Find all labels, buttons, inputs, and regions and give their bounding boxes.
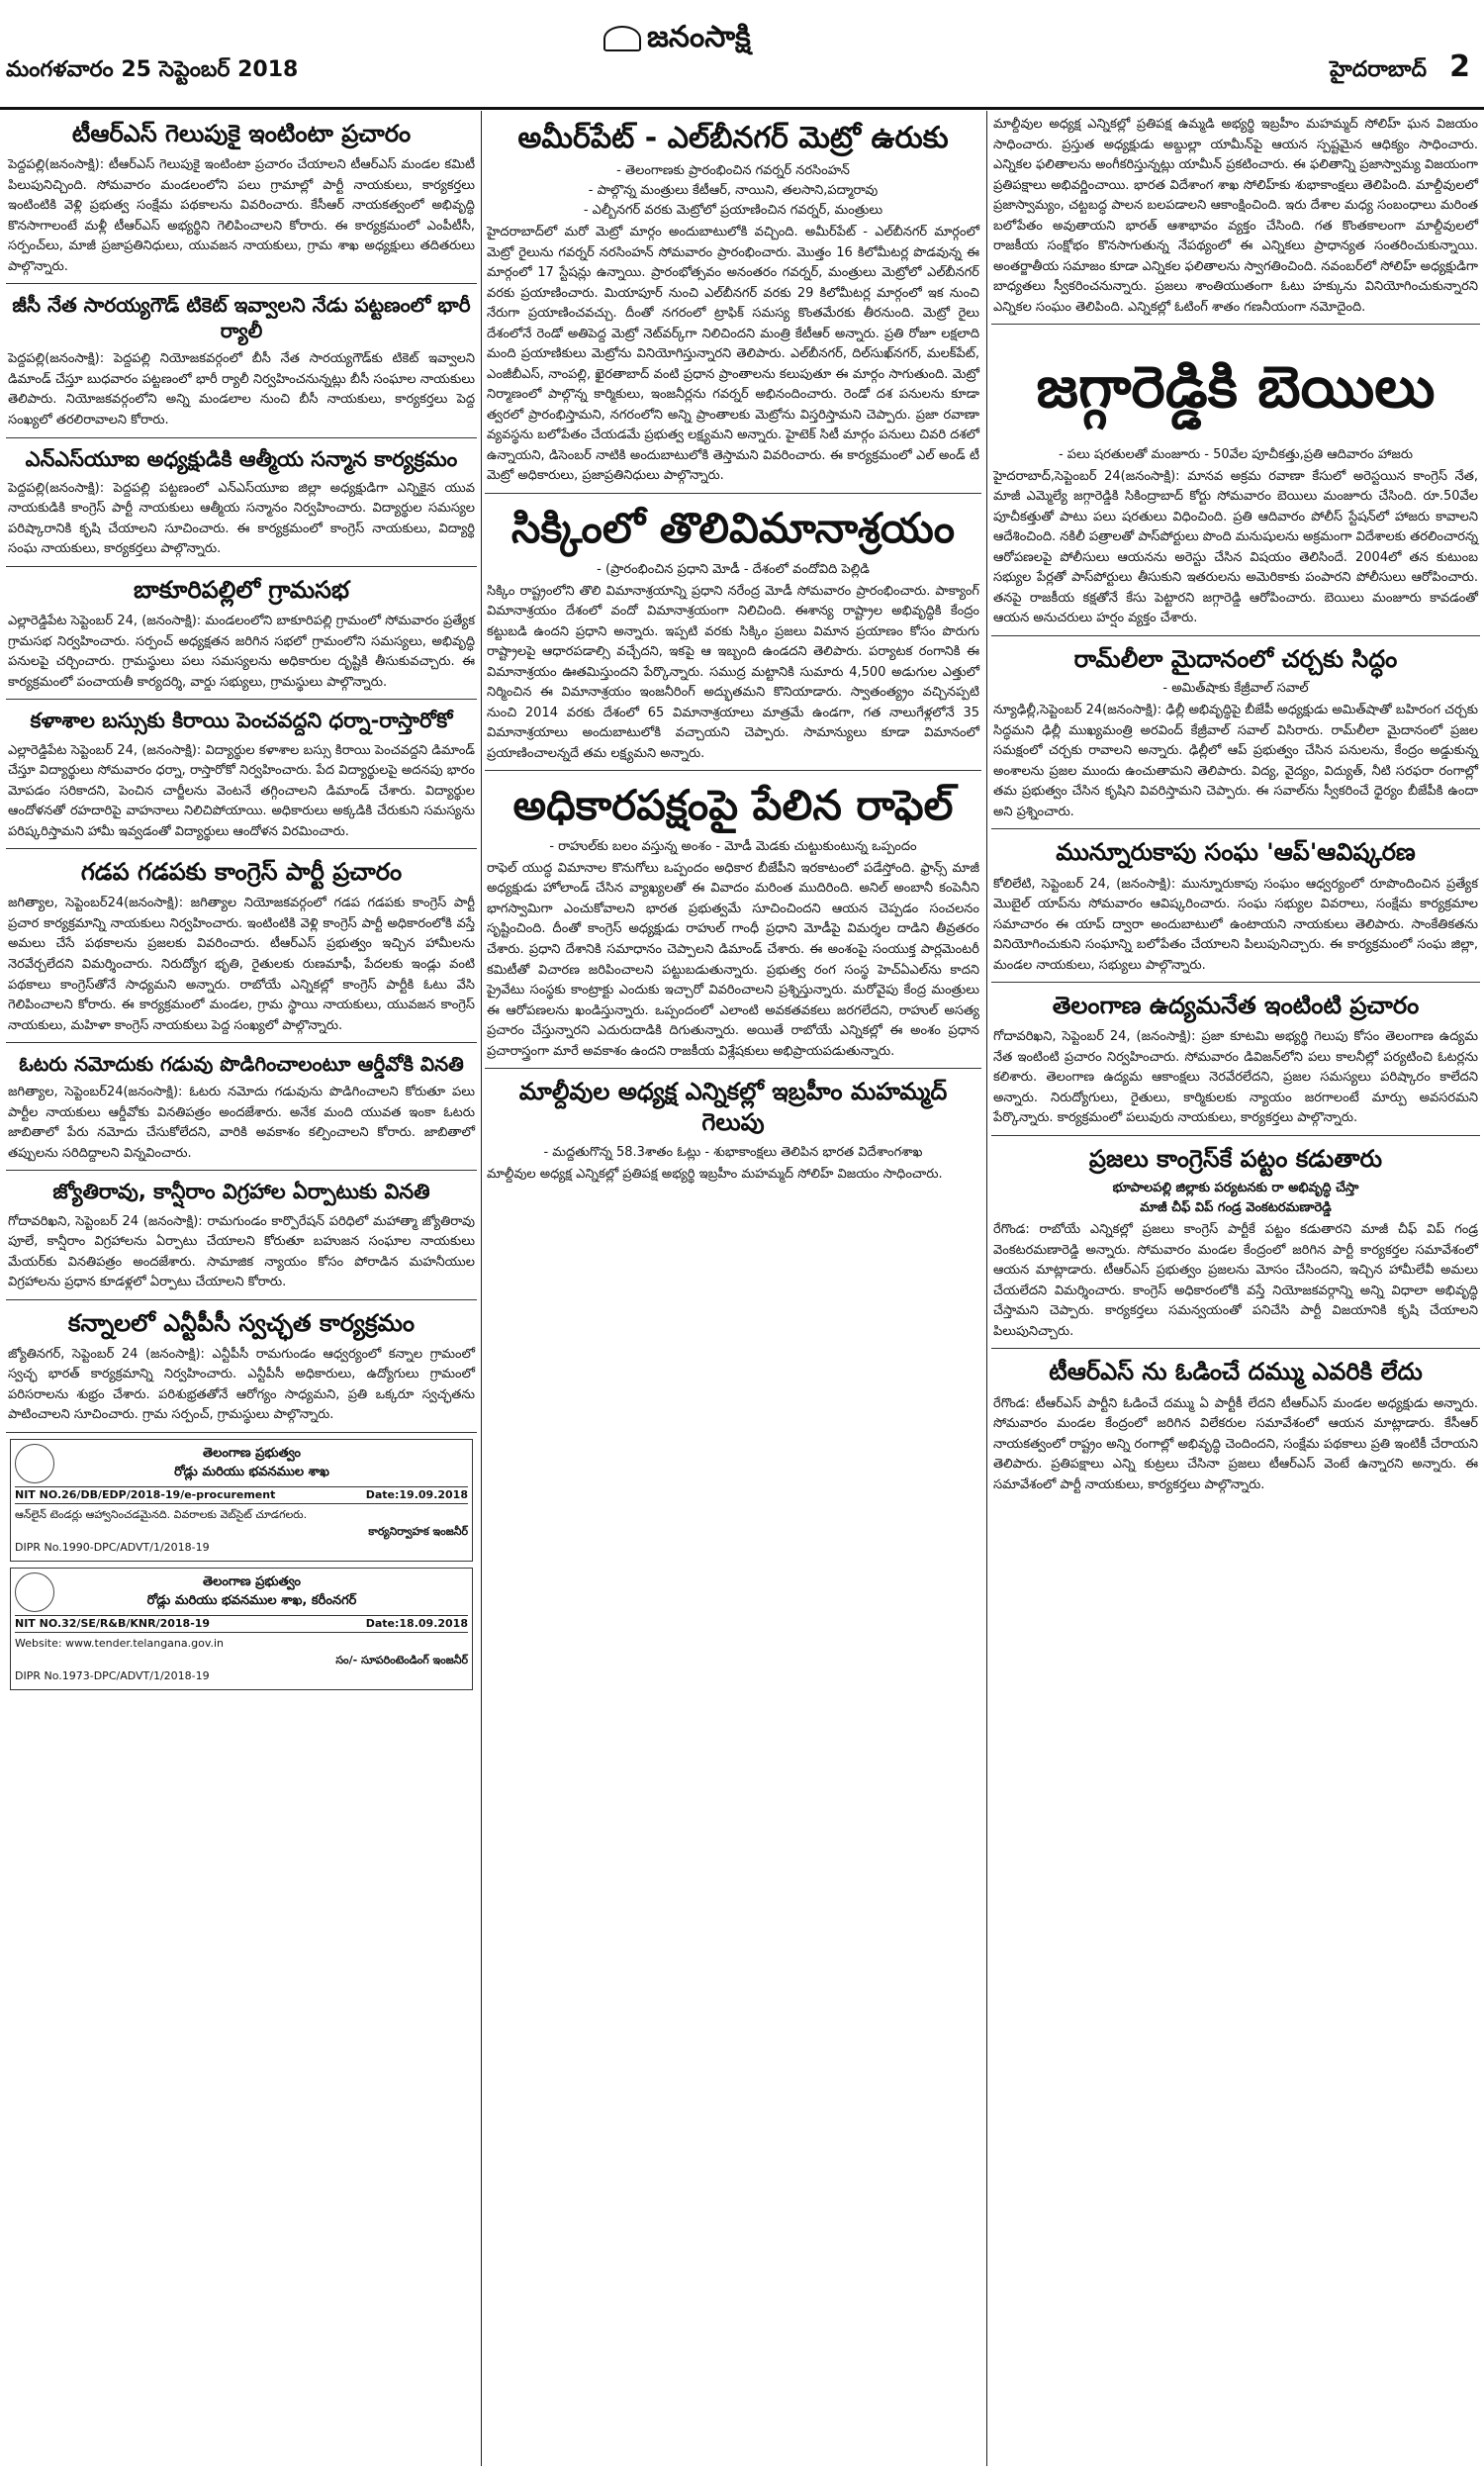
- page-number: 2: [1449, 49, 1470, 84]
- article-body: గోదావరిఖని, సెప్టెంబర్ 24 (జనంసాక్షి): రామగుండం కార్పొరేషన్ పరిధిలో మహాత్మా జ్యోతిరావు పూలే, కాన్షీరాం విగ్రహాలను ఏర్పాటు చేయాలని కోరుతూ బహుజన సంఘాల నాయకులు మేయర్‌కు వినతిపత్రం అందజేశారు. సామాజిక న్యాయం కోసం పోరాడిన మహనీయుల విగ్రహాలను ప్రధాన కూడళ్లలో ఏర్పాటు చేయాలని కోరారు.: [8, 1213, 475, 1290]
- headline: గడప గడపకు కాంగ్రెస్ పార్టీ ప్రచారం: [80, 858, 403, 887]
- notice-number: NIT NO.26/DB/EDP/2018-19/e-procurement: [15, 1487, 276, 1501]
- issue-date: మంగళవారం 25 సెప్టెంబర్ 2018: [6, 57, 299, 82]
- subheadline: - మద్దతుగొన్న 58.3శాతం ఓట్లు - శుభాకాంక్షలు తెలిపిన భారత విదేశాంగశాఖ: [543, 1144, 923, 1160]
- column-divider: [986, 111, 987, 2466]
- headline: కన్నాలలో ఎన్టీపీసీ స్వచ్ఛత కార్యక్రమం: [67, 1308, 416, 1337]
- subheadline: భూపాలపల్లి జిల్లాకు పర్యటనకు రా అభివృద్ధి చేస్తా: [1112, 1181, 1359, 1196]
- header-rule: [0, 107, 1484, 110]
- article: [6, 1300, 477, 1433]
- article: [6, 1043, 477, 1171]
- subheadline: - తెలంగాణకు ప్రారంభించిన గవర్నర్ నరసింహన్: [616, 163, 850, 178]
- subheadline: - (ప్రారంభించిన ప్రధాని మోడీ - దేశంలో వందోవిది పెల్లిడి: [597, 561, 870, 577]
- article-body: జగిత్యాల, సెప్టెంబర్24(జనంసాక్షి): ఓటరు నమోదు గడువును పొడిగించాలని కోరుతూ పలు పార్టీల నాయకులు ఆర్డీవోకు వినతిపత్రం అందజేశారు. అనేక మంది యువత ఇంకా ఓటరు జాబితాలో పేరు నమోదు చేసుకోలేదని, వారికి అవకాశం కల్పించాలని కోరారు. జాబితాలో తప్పులను సరిదిద్దాలని విన్నవించారు.: [8, 1085, 475, 1161]
- masthead: [603, 20, 751, 61]
- government-seal-icon: [15, 1444, 54, 1483]
- masthead-title: జనంసాక్షి: [647, 20, 751, 54]
- edition-city: హైదరాబాద్: [1330, 57, 1427, 82]
- article: [6, 284, 477, 437]
- article-continued: [991, 111, 1480, 325]
- headline: అమీర్‌పేట్ - ఎల్‌బీనగర్ మెట్రో ఉరుకు: [517, 121, 949, 155]
- article: [991, 636, 1480, 829]
- subheadline: - రాహుల్‌కు బలం వస్తున్న అంశం - మోడీ మెడకు చుట్టుకుంటున్న ఒప్పందం: [549, 838, 917, 854]
- lead-article: [485, 111, 981, 494]
- article: [6, 567, 477, 700]
- article: [991, 325, 1480, 636]
- masthead-logo-icon: [603, 26, 641, 51]
- government-seal-icon: [15, 1572, 54, 1612]
- subheadline: - అమిత్‌షాకు కేజ్రీవాల్ సవాల్: [1162, 681, 1309, 697]
- article-body: పెద్దపల్లి(జనంసాక్షి): టీఆర్‌ఎస్ గెలుపుకై ఇంటింటా ప్రచారం చేయాలని టీఆర్‌ఎస్ మండల కమిటీ పిలుపునిచ్చింది. సోమవారం మండలంలోని పలు గ్రామాల్లో పార్టీ నాయకులు, కార్యకర్తలు ఇంటింటికి వెళ్లి ప్రభుత్వ సంక్షేమ పథకాలను వివరించారు. కేసీఆర్ నాయకత్వంలో అభివృద్ధి కొనసాగాలంటే మళ్లీ టీఆర్‌ఎస్ అభ్యర్థిని గెలిపించాలని కోరారు. ఈ కార్యక్రమంలో ఎంపీటీసీ, సర్పంచ్‌లు, మాజీ ప్రజాప్రతినిధులు, యువజన నాయకులు, గ్రామ శాఖ అధ్యక్షులు తదితరులు పాల్గొన్నారు.: [8, 157, 475, 274]
- headline: ఎన్‌ఎస్‌యూఐ అధ్యక్షుడికి ఆత్మీయ సన్మాన కార్యక్రమం: [25, 446, 458, 471]
- notice-ref: DIPR No.1990-DPC/ADVT/1/2018-19: [15, 1541, 210, 1555]
- headline: ఓటరు నమోదుకు గడువు పొడిగించాలంటూ ఆర్డీవోకి వినతి: [19, 1052, 464, 1077]
- tender-notice: [10, 1439, 473, 1562]
- article-body: పెద్దపల్లి(జనంసాక్షి): పెద్దపల్లి నియోజకవర్గంలో బీసీ నేత సారయ్యగౌడ్‌కు టికెట్ ఇవ్వాలని డిమాండ్ చేస్తూ బుధవారం పట్టణంలో భారీ ర్యాలీ నిర్వహించనున్నట్లు బీసీ సంఘాల నాయకులు తెలిపారు. నియోజకవర్గంలోని అన్ని మండలాల నుంచి బీసీ నాయకులు, కార్యకర్తలు పెద్ద సంఖ్యలో తరలిరావాలని కోరారు.: [8, 351, 475, 428]
- notice-signature: కార్యనిర్వాహక ఇంజనీర్: [368, 1524, 468, 1538]
- column-right: [991, 111, 1480, 1501]
- page-header: [0, 0, 1484, 111]
- headline: జగ్గారెడ్డికి బెయిలు: [1036, 353, 1436, 422]
- article-body: మాల్దీవుల అధ్యక్ష ఎన్నికల్లో ప్రతిపక్ష అభ్యర్థి ఇబ్రహీం మహమ్మద్ సోలిహ్ విజయం సాధించారు.: [487, 1166, 943, 1182]
- headline: జ్యోతిరావు, కాన్షీరాం విగ్రహాల ఏర్పాటుకు వినతి: [52, 1180, 430, 1204]
- article-body: మాల్దీవుల అధ్యక్ష ఎన్నికల్లో ప్రతిపక్ష ఉమ్మడి అభ్యర్థి ఇబ్రహీం మహమ్మద్ సోలిహ్ ఘన విజయం సాధించారు. ప్రస్తుత అధ్యక్షుడు అబ్దుల్లా యామీన్‌పై ఆయన స్పష్టమైన ఆధిక్యం సాధించారు. ఎన్నికల ఫలితాలను అంగీకరిస్తున్నట్లు యామీన్ ప్రకటించారు. ఈ ఫలితాన్ని ప్రజాస్వామ్య విజయంగా ప్రతిపక్షాలు అభివర్ణించాయి. భారత విదేశాంగ శాఖ సోలిహ్‌కు శుభాకాంక్షలు తెలిపింది. మాల్దీవులలో ప్రజాస్వామ్యం, చట్టబద్ధ పాలన బలపడాలని ఆకాంక్షించింది. ఇరు దేశాల మధ్య సంబంధాలు మరింత బలోపేతం అవుతాయని భారత్ ఆశాభావం వ్యక్తం చేసింది. గత కొంతకాలంగా మాల్దీవులలో రాజకీయ సంక్షోభం కొనసాగుతున్న నేపథ్యంలో ఈ ఎన్నికలు ప్రాధాన్యత సంతరించుకున్నాయి. అంతర్జాతీయ సమాజం కూడా ఎన్నికల ఫలితాలను స్వాగతించింది. నవంబర్‌లో సోలిహ్ అధ్యక్షుడిగా బాధ్యతలు స్వీకరించనున్నారు. ప్రజలు శాంతియుతంగా ఓటు హక్కును వినియోగించుకున్నారని ఎన్నికల సంఘం తెలిపింది. ఎన్నికల్లో ఓటింగ్ శాతం గణనీయంగా నమోదైంది.: [993, 117, 1478, 315]
- article-body: న్యూఢిల్లీ,సెప్టెంబర్ 24(జనంసాక్షి): ఢిల్లీ అభివృద్ధిపై బీజేపీ అధ్యక్షుడు అమిత్‌షాతో బహిరంగ చర్చకు సిద్ధమని ఢిల్లీ ముఖ్యమంత్రి అరవింద్ కేజ్రీవాల్ సవాల్ విసిరారు. రామ్‌లీలా మైదానంలో ప్రజల సమక్షంలో చర్చకు రావాలని అన్నారు. ఢిల్లీలో ఆప్ ప్రభుత్వం చేసిన పనులను, కేంద్రం అడ్డుకున్న అంశాలను ప్రజల ముందు ఉంచుతామని తెలిపారు. విద్య, వైద్యం, విద్యుత్, నీటి సరఫరా రంగాల్లో తమ ప్రభుత్వం చేసిన కృషిని వివరిస్తామని చెప్పారు. ఈ సవాల్‌ను స్వీకరించే ధైర్యం బీజేపీకి ఉందా అని ప్రశ్నించారు.: [993, 703, 1478, 819]
- article: [485, 771, 981, 1069]
- headline: ప్రజలు కాంగ్రెస్‌కే పట్టం కడుతారు: [1088, 1145, 1383, 1174]
- headline: మాల్దీవుల అధ్యక్ష ఎన్నికల్లో ఇబ్రహీం మహమ్మద్ గెలుపు: [518, 1078, 948, 1137]
- subheadline: - ఎల్బీనగర్ వరకు మెట్రోలో ప్రయాణించిన గవర్నర్, మంత్రులు: [583, 203, 883, 218]
- column-divider: [481, 111, 482, 2466]
- article-body: సిక్కిం రాష్ట్రంలోని తొలి విమానాశ్రయాన్ని ప్రధాని నరేంద్ర మోడీ సోమవారం ప్రారంభించారు. పాక్యాంగ్ విమానాశ్రయం దేశంలో వందో విమానాశ్రయంగా నిలిచింది. ఈశాన్య రాష్ట్రాల అభివృద్ధికి కేంద్రం కట్టుబడి ఉందని ప్రధాని అన్నారు. ఇప్పటి వరకు సిక్కిం ప్రజలు విమాన ప్రయాణం కోసం పొరుగు రాష్ట్రాలపై ఆధారపడాల్సి వచ్చేదని, ఇకపై ఆ ఇబ్బంది ఉండదని తెలిపారు. పర్యాటక రంగానికి ఈ విమానాశ్రయం ఊతమిస్తుందని పేర్కొన్నారు. సముద్ర మట్టానికి సుమారు 4,500 అడుగుల ఎత్తులో నిర్మించిన ఈ విమానాశ్రయం ఇంజనీరింగ్ అద్భుతమని కొనియాడారు. స్వాతంత్య్రం వచ్చినప్పటి నుంచి 2014 వరకు దేశంలో 65 విమానాశ్రయాలు మాత్రమే ఉండగా, గత నాలుగేళ్లలోనే 35 విమానాశ్రయాలు అందుబాటులోకి వచ్చాయని చెప్పారు. సామాన్యులు కూడా విమానంలో ప్రయాణించాలన్నదే తమ లక్ష్యమని అన్నారు.: [487, 583, 979, 761]
- article-body: జగిత్యాల, సెప్టెంబర్24(జనంసాక్షి): జగిత్యాల నియోజకవర్గంలో గడప గడపకు కాంగ్రెస్ పార్టీ ప్రచార కార్యక్రమాన్ని నాయకులు నిర్వహించారు. ఇంటింటికి వెళ్లి కాంగ్రెస్ పార్టీ అధికారంలోకి వస్తే అమలు చేసే పథకాలను ప్రజలకు వివరించారు. టీఆర్‌ఎస్ ప్రభుత్వం ఇచ్చిన హామీలను నెరవేర్చలేదని విమర్శించారు. నిరుద్యోగ భృతి, రైతులకు రుణమాఫీ, పేదలకు ఇండ్లు వంటి పథకాలు కాంగ్రెస్‌తోనే సాధ్యమని అన్నారు. రాబోయే ఎన్నికల్లో కాంగ్రెస్ పార్టీకి ఓటు వేసి గెలిపించాలని కోరారు. ఈ కార్యక్రమంలో మండల, గ్రామ స్థాయి నాయకులు, యువజన కాంగ్రెస్ నాయకులు, మహిళా కాంగ్రెస్ నాయకులు పెద్ద సంఖ్యలో పాల్గొన్నారు.: [8, 896, 475, 1033]
- subheadline: మాజీ చీఫ్ విప్ గండ్ర వెంకటరమణారెడ్డి: [1140, 1200, 1332, 1216]
- article-body: రేగొండ: రాబోయే ఎన్నికల్లో ప్రజలు కాంగ్రెస్ పార్టీకే పట్టం కడుతారని మాజీ చీఫ్ విప్ గండ్ర వెంకటరమణారెడ్డి అన్నారు. సోమవారం మండల కేంద్రంలో జరిగిన పార్టీ కార్యకర్తల సమావేశంలో ఆయన మాట్లాడారు. టీఆర్‌ఎస్ ప్రభుత్వం ప్రజలను మోసం చేసిందని, ఇచ్చిన హామీలేవీ అమలు చేయలేదని విమర్శించారు. కాంగ్రెస్ అధికారంలోకి వస్తే నియోజకవర్గాన్ని అన్ని విధాలా అభివృద్ధి చేస్తామని చెప్పారు. కార్యకర్తలు సమన్వయంతో పనిచేసి పార్టీ విజయానికి కృషి చేయాలని పిలుపునిచ్చారు.: [993, 1222, 1478, 1339]
- article: [6, 111, 477, 284]
- article-body: హైదరాబాద్‌లో మరో మెట్రో మార్గం అందుబాటులోకి వచ్చింది. అమీర్‌పేట్ - ఎల్‌బీనగర్ మార్గంలో మెట్రో రైలును గవర్నర్ నరసింహన్ సోమవారం ప్రారంభించారు. మొత్తం 16 కిలోమీటర్ల పొడవున్న ఈ మార్గంలో 17 స్టేషన్లు ఉన్నాయి. ప్రారంభోత్సవం అనంతరం గవర్నర్, మంత్రులు మెట్రోలో ఎల్‌బీనగర్ వరకు ప్రయాణించారు. మియాపూర్ నుంచి ఎల్‌బీనగర్ వరకు 29 కిలోమీటర్ల మార్గంలో ఇక నుంచి నేరుగా ప్రయాణించవచ్చు. దీంతో నగరంలో ట్రాఫిక్ సమస్య కొంతమేరకు తీరనుంది. మెట్రో రైలు దేశంలోనే రెండో అతిపెద్ద మెట్రో నెట్‌వర్క్‌గా నిలిచిందని మంత్రి కేటీఆర్ అన్నారు. ప్రతి రోజూ లక్షలాది మంది ప్రయాణికులు మెట్రోను వినియోగిస్తున్నారని తెలిపారు. ఎల్‌బీనగర్, దిల్‌సుఖ్‌నగర్, మలక్‌పేట్, ఎంజీబీఎస్, నాంపల్లి, ఖైరతాబాద్ వంటి ప్రధాన ప్రాంతాలను కలుపుతూ ఈ మార్గం సాగుతుంది. మెట్రో నిర్మాణంలో పాల్గొన్న కార్మికులు, ఇంజనీర్లను గవర్నర్ అభినందించారు. రెండో దశ పనులను కూడా త్వరలో ప్రారంభిస్తామని, నగరంలోని అన్ని ప్రాంతాలకు మెట్రోను విస్తరిస్తామని చెప్పారు. ప్రజా రవాణా వ్యవస్థను బలోపేతం చేయడమే ప్రభుత్వ లక్ష్యమని అన్నారు. హైటెక్ సిటీ మార్గం పనులు చివరి దశలో ఉన్నాయని, డిసెంబర్ నాటికి అందుబాటులోకి తెస్తామని వివరించారు. ఈ కార్యక్రమంలో ఎల్ అండ్ టీ మెట్రో అధికారులు, ప్రజాప్రతినిధులు పాల్గొన్నారు.: [487, 225, 979, 484]
- headline: తెలంగాణ ఉద్యమనేత ఇంటింటి ప్రచారం: [1052, 992, 1420, 1020]
- article: [6, 438, 477, 567]
- article-body: కోలిలేటి, సెప్టెంబర్ 24, (జనంసాక్షి): మున్నూరుకాపు సంఘం ఆధ్వర్యంలో రూపొందించిన ప్రత్యేక మొబైల్ యాప్‌ను సోమవారం ఆవిష్కరించారు. సంఘ సభ్యుల వివరాలు, సంక్షేమ కార్యక్రమాల సమాచారం ఈ యాప్ ద్వారా అందుబాటులో ఉంటాయని నాయకులు తెలిపారు. సాంకేతికతను వినియోగించుకుని సంఘాన్ని బలోపేతం చేయాలని పిలుపునిచ్చారు. ఈ కార్యక్రమంలో సంఘ జిల్లా, మండల నాయకులు, సభ్యులు పాల్గొన్నారు.: [993, 876, 1478, 973]
- article-body: ఎల్లారెడ్డిపేట సెప్టెంబర్ 24, (జనంసాక్షి): విద్యార్థుల కళాశాల బస్సు కిరాయి పెంచవద్దని డిమాండ్ చేస్తూ విద్యార్థులు సోమవారం ధర్నా, రాస్తారోకో నిర్వహించారు. పేద విద్యార్థులపై అదనపు భారం మోపడం సరికాదని, పెంచిన చార్జీలను వెంటనే తగ్గించాలని డిమాండ్ చేశారు. విద్యార్థుల ఆందోళనతో రహదారిపై వాహనాలు నిలిచిపోయాయి. అధికారులు అక్కడికి చేరుకుని సమస్యను పరిష్కరిస్తామని హామీ ఇవ్వడంతో విద్యార్థులు ఆందోళన విరమించారు.: [8, 742, 475, 839]
- subheadline: - పలు షరతులతో మంజూరు - 50వేల పూచీకత్తు,ప్రతి ఆదివారం హాజరు: [1058, 446, 1414, 462]
- notice-date: Date:19.09.2018: [365, 1487, 468, 1501]
- article: [6, 849, 477, 1043]
- notice-ref: DIPR No.1973-DPC/ADVT/1/2018-19: [15, 1669, 210, 1683]
- notice-dept: రోడ్లు మరియు భవనముల శాఖ, కరీంనగర్: [146, 1593, 357, 1609]
- headline: సిక్కింలో తొలివిమానాశ్రయం: [510, 503, 956, 552]
- notice-date: Date:18.09.2018: [365, 1616, 468, 1630]
- headline: రామ్‌లీలా మైదానంలో చర్చకు సిద్ధం: [1073, 644, 1398, 673]
- notice-body: Website: www.tender.telangana.gov.in: [15, 1637, 225, 1651]
- headline: అధికారపక్షంపై పేలిన రాఫెల్: [512, 781, 954, 830]
- headline: కళాశాల బస్సుకు కిరాయి పెంచవద్దని ధర్నా-రాస్తారోకో: [30, 709, 453, 733]
- column-left: [6, 111, 477, 1696]
- article: [991, 1136, 1480, 1349]
- article-body: పెద్దపల్లి(జనంసాక్షి): పెద్దపల్లి పట్టణంలో ఎన్‌ఎస్‌యూఐ జిల్లా అధ్యక్షుడిగా ఎన్నికైన యువ నాయకుడికి కాంగ్రెస్ పార్టీ నాయకులు ఆత్మీయ సన్మానం నిర్వహించారు. విద్యార్థుల సమస్యల పరిష్కారానికి కృషి చేయాలని సూచించారు. ఈ కార్యక్రమంలో కాంగ్రెస్ నాయకులు, విద్యార్థి సంఘ నాయకులు, కార్యకర్తలు పాల్గొన్నారు.: [8, 480, 475, 557]
- article: [485, 494, 981, 771]
- headline: టీఆర్‌ఎస్ గెలుపుకై ఇంటింటా ప్రచారం: [71, 120, 412, 147]
- headline: జీసీ నేత సారయ్యగౌడ్ టికెట్ ఇవ్వాలని నేడు పట్టణంలో భారీ ర్యాలీ: [12, 293, 471, 343]
- article-body: గోదావరిఖని, సెప్టెంబర్ 24, (జనంసాక్షి): ప్రజా కూటమి అభ్యర్థి గెలుపు కోసం తెలంగాణ ఉద్యమ నేత ఇంటింటి ప్రచారం నిర్వహించారు. సోమవారం డివిజన్‌లోని పలు కాలనీల్లో పర్యటించి ఓటర్లను కలిశారు. తెలంగాణ ఉద్యమ ఆకాంక్షలు నెరవేరలేదని, ప్రజల సమస్యలు పరిష్కారం కాలేదని అన్నారు. నిరుద్యోగులు, రైతులు, కార్మికులకు న్యాయం జరగాలంటే మార్పు అవసరమని పేర్కొన్నారు. కార్యక్రమంలో పలువురు నాయకులు, కార్యకర్తలు పాల్గొన్నారు.: [993, 1029, 1478, 1126]
- notice-signature: సం/- సూపరింటెండింగ్ ఇంజనీర్: [335, 1653, 468, 1666]
- article-body: జ్యోతినగర్, సెప్టెంబర్ 24 (జనంసాక్షి): ఎన్టీపీసీ రామగుండం ఆధ్వర్యంలో కన్నాల గ్రామంలో స్వచ్ఛ భారత్ కార్యక్రమాన్ని నిర్వహించారు. ఎన్టీపీసీ అధికారులు, ఉద్యోగులు గ్రామంలో పరిసరాలను శుభ్రం చేశారు. పరిశుభ్రతతోనే ఆరోగ్యం సాధ్యమని, ప్రతి ఒక్కరూ స్వచ్ఛతను పాటించాలని సూచించారు. గ్రామ సర్పంచ్, గ్రామస్థులు పాల్గొన్నారు.: [8, 1346, 475, 1423]
- article: [991, 829, 1480, 983]
- article: [6, 1171, 477, 1299]
- notice-number: NIT NO.32/SE/R&B/KNR/2018-19: [15, 1616, 211, 1630]
- article-body: రాఫెల్ యుద్ధ విమానాల కొనుగోలు ఒప్పందం అధికార బీజేపీని ఇరకాటంలో పడేస్తోంది. ఫ్రాన్స్ మాజీ అధ్యక్షుడు హోలాండ్ చేసిన వ్యాఖ్యలతో ఈ వివాదం మరింత ముదిరింది. అనిల్ అంబానీ కంపెనీని భాగస్వామిగా ఎంచుకోవాలని భారత ప్రభుత్వమే సూచించిందని ఆయన చెప్పడం సంచలనం సృష్టించింది. దీంతో కాంగ్రెస్ అధ్యక్షుడు రాహుల్ గాంధీ ప్రధాని మోడీపై విమర్శల దాడిని తీవ్రతరం చేశారు. ప్రధాని దేశానికి సమాధానం చెప్పాలని డిమాండ్ చేశారు. ఈ అంశంపై సంయుక్త పార్లమెంటరీ కమిటీతో విచారణ జరిపించాలని పట్టుబడుతున్నారు. ప్రభుత్వ రంగ సంస్థ హెచ్‌ఏఎల్‌ను కాదని ప్రైవేటు సంస్థకు కాంట్రాక్టు ఎందుకు ఇచ్చారో వివరించాలని ప్రశ్నిస్తున్నారు. మరోవైపు కేంద్ర మంత్రులు ఈ ఆరోపణలను ఖండిస్తున్నారు. ఒప్పందంలో ఎలాంటి అవకతవకలు జరగలేదని, రాహుల్ అసత్య ప్రచారం చేస్తున్నారని ఎదురుదాడికి దిగుతున్నారు. అయితే రాబోయే ఎన్నికల్లో ఈ అంశం ప్రధాన ప్రచారాస్త్రంగా మారే అవకాశం ఉందని రాజకీయ విశ్లేషకులు అభిప్రాయపడుతున్నారు.: [487, 860, 979, 1059]
- notice-org: తెలంగాణ ప్రభుత్వం: [203, 1573, 301, 1589]
- article: [6, 700, 477, 849]
- article-body: రేగొండ: టీఆర్‌ఎస్ పార్టీని ఓడించే దమ్ము ఏ పార్టీకీ లేదని టీఆర్‌ఎస్ మండల అధ్యక్షుడు అన్నారు. సోమవారం మండల కేంద్రంలో జరిగిన విలేకరుల సమావేశంలో ఆయన మాట్లాడారు. కేసీఆర్ నాయకత్వంలో రాష్ట్రం అన్ని రంగాల్లో అభివృద్ధి చెందిందని, సంక్షేమ పథకాలు ప్రతి ఇంటికీ చేరాయని తెలిపారు. ప్రతిపక్షాలు ఎన్ని కుట్రలు చేసినా ప్రజలు టీఆర్‌ఎస్ వెంటే ఉన్నారని అన్నారు. ఈ సమావేశంలో పార్టీ నాయకులు, కార్యకర్తలు పాల్గొన్నారు.: [993, 1395, 1478, 1492]
- notice-dept: రోడ్లు మరియు భవనముల శాఖ: [174, 1465, 329, 1480]
- headline: బాకూరిపల్లిలో గ్రామసభ: [134, 575, 349, 604]
- article: [991, 1349, 1480, 1501]
- headline: టీఆర్‌ఎస్ ను ఓడించే దమ్ము ఎవరికి లేదు: [1049, 1358, 1423, 1386]
- article-body: హైదరాబాద్,సెప్టెంబర్ 24(జనంసాక్షి): మానవ అక్రమ రవాణా కేసులో అరెస్టయిన కాంగ్రెస్ నేత, మాజీ ఎమ్మెల్యే జగ్గారెడ్డికి సికింద్రాబాద్ కోర్టు సోమవారం బెయిలు మంజూరు చేసింది. రూ.50వేల పూచీకత్తుతో పాటు పలు షరతులు విధించింది. ప్రతి ఆదివారం పోలీస్ స్టేషన్‌లో హాజరు కావాలని ఆదేశించింది. నకిలీ పత్రాలతో పాస్‌పోర్టులు పొంది మనుషులను అక్రమంగా విదేశాలకు తరలించారన్న ఆరోపణలపై పోలీసులు ఆయనను అరెస్టు చేసిన విషయం తెలిసిందే. 2004లో తన కుటుంబ సభ్యుల పేర్లతో పాస్‌పోర్టులు తీసుకుని ఇతరులను అమెరికాకు పంపారని పోలీసులు ఆరోపించారు. తనపై రాజకీయ కక్షతోనే కేసు పెట్టారని జగ్గారెడ్డి ఆరోపించారు. బెయిలు మంజూరు కావడంతో ఆయన అనుచరులు హర్షం వ్యక్తం చేశారు.: [993, 468, 1478, 626]
- article-body: ఎల్లారెడ్డిపేట సెప్టెంబర్ 24, (జనంసాక్షి): మండలంలోని బాకూరిపల్లి గ్రామంలో సోమవారం ప్రత్యేక గ్రామసభ నిర్వహించారు. సర్పంచ్ అధ్యక్షతన జరిగిన సభలో గ్రామంలోని సమస్యలు, అభివృద్ధి పనులపై చర్చించారు. గ్రామస్థులు పలు సమస్యలను అధికారుల దృష్టికి తీసుకువచ్చారు. ఈ కార్యక్రమంలో పంచాయతీ కార్యదర్శి, వార్డు సభ్యులు, గ్రామస్థులు పాల్గొన్నారు.: [8, 614, 475, 690]
- article: [991, 983, 1480, 1136]
- subheadline: - పాల్గొన్న మంత్రులు కేటీఆర్, నాయిని, తలసాని,పద్మారావు: [588, 183, 879, 198]
- headline: మున్నూరుకాపు సంఘ 'ఆప్'ఆవిష్కరణ: [1056, 838, 1416, 867]
- article: [485, 1069, 981, 1190]
- tender-notice: [10, 1568, 473, 1690]
- column-center: [485, 111, 981, 1190]
- notice-org: తెలంగాణ ప్రభుత్వం: [203, 1445, 301, 1461]
- notice-body: ఆన్‌లైన్ టెండర్లు ఆహ్వానించడమైనది. వివరాలకు వెబ్‌సైట్ చూడగలరు.: [15, 1508, 308, 1522]
